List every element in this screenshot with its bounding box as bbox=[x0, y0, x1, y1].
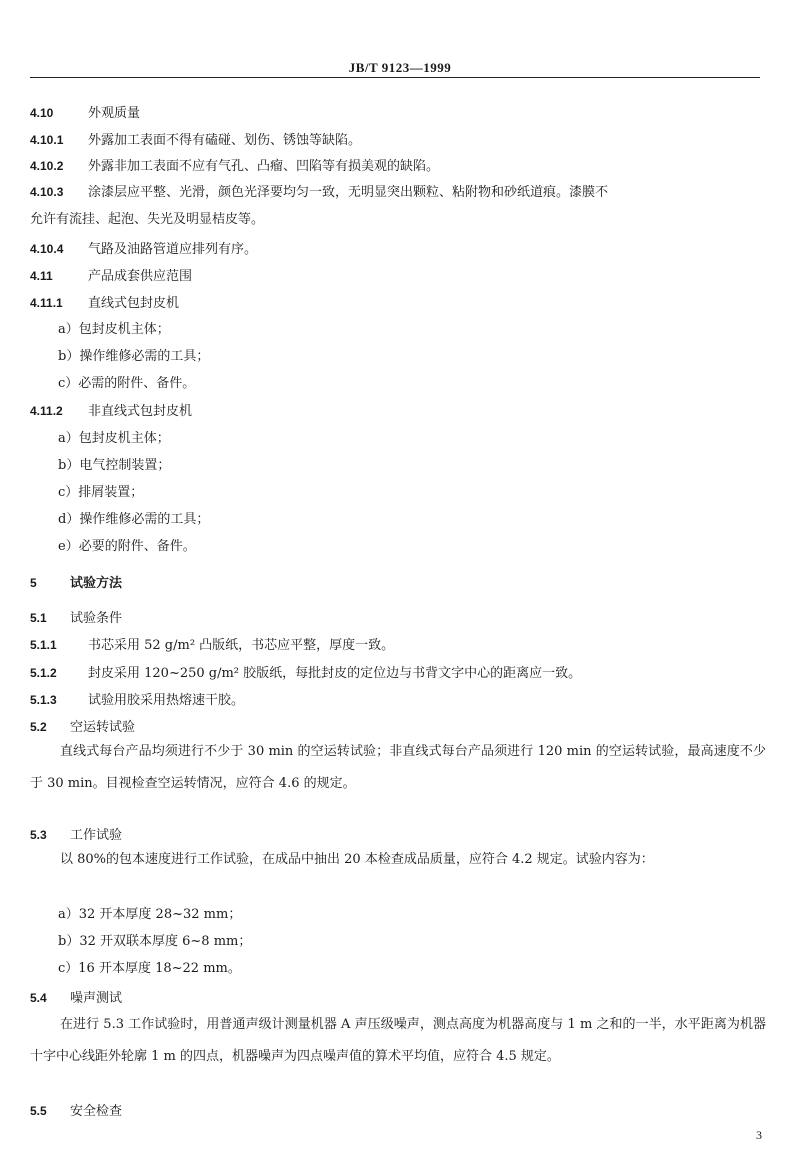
section-title: 产品成套供应范围 bbox=[88, 269, 193, 284]
list-item: b）32 开双联本厚度 6~8 mm； bbox=[58, 934, 252, 949]
section-4-11-2 bbox=[30, 402, 192, 421]
section-number: 5.2 bbox=[30, 720, 47, 734]
list-item: c）排屑装置； bbox=[58, 485, 144, 500]
section-number: 5.1 bbox=[30, 611, 47, 625]
section-text: 气路及油路管道应排列有序。 bbox=[88, 242, 258, 257]
section-number: 4.11.2 bbox=[30, 404, 63, 418]
section-5-2-paragraph: 直线式每台产品均须进行不少于 30 min 的空运转试验；非直线式每台产品须进行 120 min 的空运转试验，最高速度不少于 30 min。目视检查空运转情况，应符合 4.6 的规定。 bbox=[30, 744, 766, 791]
section-number: 4.11.1 bbox=[30, 296, 63, 310]
section-5-4 bbox=[30, 989, 122, 1008]
section-title: 试验方法 bbox=[70, 576, 123, 591]
header-divider bbox=[30, 77, 760, 78]
section-number: 4.11 bbox=[30, 269, 53, 283]
section-5-3 bbox=[30, 826, 122, 845]
section-5-4-paragraph: 在进行 5.3 工作试验时，用普通声级计测量机器 A 声压级噪声，测点高度为机器高度与 1 m 之和的一半，水平距离为机器十字中心线距外轮廓 1 m 的四点，机器噪声为四点噪声值的算术平均值，应符合 4.5 规定。 bbox=[30, 1017, 766, 1064]
list-item: c）必需的附件、备件。 bbox=[58, 376, 196, 391]
section-title: 安全检查 bbox=[70, 1104, 123, 1119]
section-4-10-3 bbox=[30, 183, 608, 202]
section-number: 5.1.1 bbox=[30, 638, 57, 652]
section-text: 试验用胶采用热熔速干胶。 bbox=[88, 693, 245, 708]
section-number: 4.10.3 bbox=[30, 185, 64, 199]
section-4-10-4 bbox=[30, 240, 257, 259]
section-number: 5.3 bbox=[30, 828, 47, 842]
section-5-1 bbox=[30, 609, 122, 628]
section-number: 5 bbox=[30, 576, 37, 590]
section-title: 外观质量 bbox=[88, 106, 141, 121]
section-text: 涂漆层应平整、光滑，颜色光泽要均匀一致，无明显突出颗粒、粘附物和砂纸道痕。漆膜不 bbox=[88, 185, 609, 200]
section-4-10-2 bbox=[30, 157, 439, 176]
page-number: 3 bbox=[756, 1128, 762, 1142]
section-title: 试验条件 bbox=[70, 611, 123, 626]
section-4-10-3-continued bbox=[30, 211, 264, 229]
section-5-3-paragraph: 以 80%的包本速度进行工作试验，在成品中抽出 20 本检查成品质量，应符合 4.2 规定。试验内容为： bbox=[60, 852, 654, 867]
list-item: b）操作维修必需的工具； bbox=[58, 349, 210, 364]
section-5-2 bbox=[30, 718, 135, 737]
list-item: a）包封皮机主体； bbox=[58, 322, 170, 337]
list-item: e）必要的附件、备件。 bbox=[58, 539, 196, 554]
section-text: 外露加工表面不得有磕碰、划伤、锈蚀等缺陷。 bbox=[88, 133, 362, 148]
section-number: 5.4 bbox=[30, 991, 47, 1005]
list-item: a）32 开本厚度 28~32 mm； bbox=[58, 907, 242, 922]
document-standard-number: JB/T 9123—1999 bbox=[348, 60, 452, 75]
section-title: 工作试验 bbox=[70, 828, 123, 843]
section-text: 外露非加工表面不应有气孔、凸瘤、凹陷等有损美观的缺陷。 bbox=[88, 159, 440, 174]
section-number: 4.10.4 bbox=[30, 242, 64, 256]
section-text: 直线式包封皮机 bbox=[88, 296, 180, 311]
section-number: 4.10.2 bbox=[30, 159, 64, 173]
section-number: 4.10.1 bbox=[30, 133, 64, 147]
section-5-1-3 bbox=[30, 691, 244, 710]
section-4-10 bbox=[30, 104, 140, 123]
section-number: 5.1.2 bbox=[30, 666, 57, 680]
section-number: 5.1.3 bbox=[30, 693, 57, 707]
list-item: b）电气控制装置； bbox=[58, 458, 171, 473]
list-item: d）操作维修必需的工具； bbox=[58, 512, 210, 527]
section-4-11 bbox=[30, 267, 192, 286]
section-5-1-2 bbox=[30, 664, 581, 683]
section-text: 允许有流挂、起泡、失光及明显桔皮等。 bbox=[30, 212, 265, 227]
section-title: 噪声测试 bbox=[70, 991, 123, 1006]
section-text: 封皮采用 120~250 g/m² 胶版纸，每批封皮的定位边与书背文字中心的距离应一致。 bbox=[88, 666, 582, 681]
section-4-10-1 bbox=[30, 131, 361, 150]
section-number: 4.10 bbox=[30, 106, 54, 120]
section-4-11-1 bbox=[30, 294, 179, 313]
list-item: a）包封皮机主体； bbox=[58, 431, 170, 446]
section-text: 书芯采用 52 g/m² 凸版纸，书芯应平整，厚度一致。 bbox=[88, 638, 395, 653]
section-text: 非直线式包封皮机 bbox=[88, 404, 193, 419]
section-5 bbox=[30, 574, 122, 593]
section-number: 5.5 bbox=[30, 1104, 47, 1118]
section-5-5 bbox=[30, 1102, 122, 1121]
section-5-1-1 bbox=[30, 636, 394, 655]
section-title: 空运转试验 bbox=[70, 720, 136, 735]
list-item: c）16 开本厚度 18~22 mm。 bbox=[58, 961, 241, 976]
